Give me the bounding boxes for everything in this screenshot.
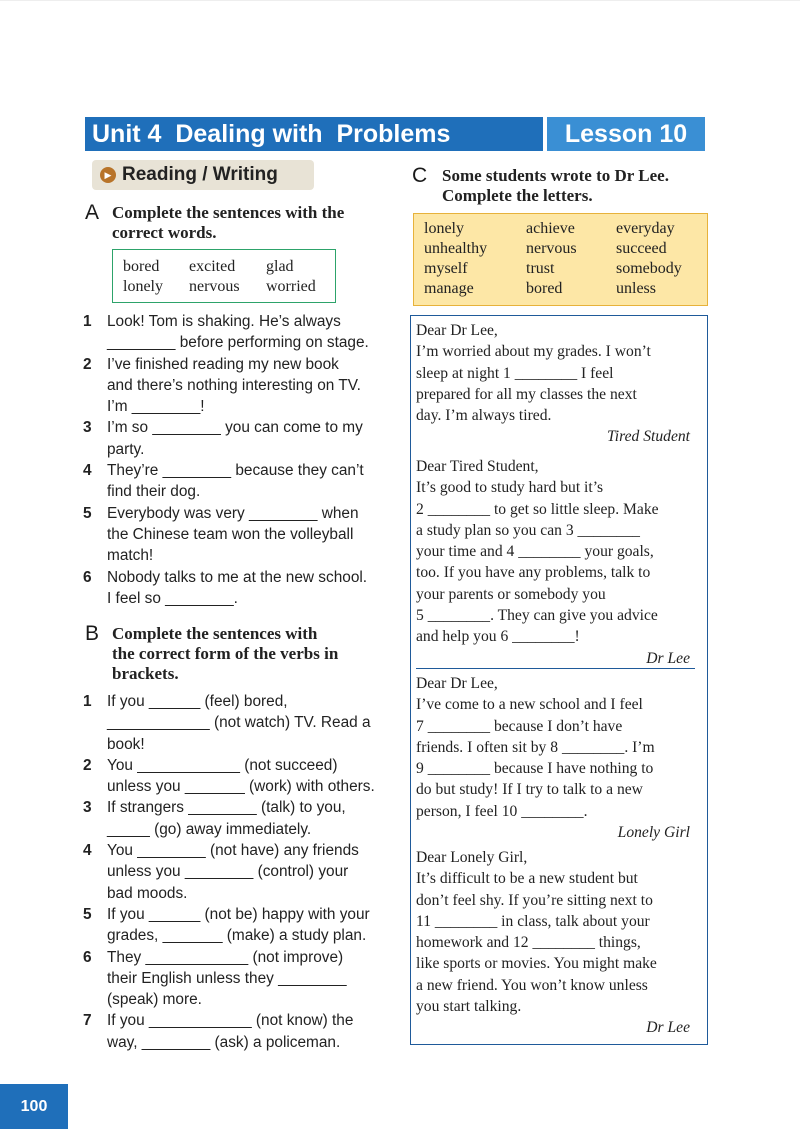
exercise-item <box>83 947 393 1011</box>
letter-line: do but study! If I try to talk to a new <box>416 781 643 799</box>
item-number: 1 <box>83 693 92 710</box>
section-a-instruction-line: correct words. <box>112 223 217 242</box>
pill-label: Reading / Writing <box>122 164 278 185</box>
letter-4 <box>416 847 702 1039</box>
word: achieve <box>526 220 575 237</box>
letter-line: Dear Dr Lee, <box>416 675 498 692</box>
letter-line: friends. I often sit by 8 ________. I’m <box>416 738 655 756</box>
item-number: 6 <box>83 568 92 586</box>
exercise-item <box>83 417 393 460</box>
item-line: bad moods. <box>107 884 188 902</box>
item-number: 6 <box>83 948 92 966</box>
item-line: Everybody was very ________ when <box>107 504 359 522</box>
item-line: the Chinese team won the volleyball <box>107 525 354 543</box>
exercise-item <box>83 691 393 755</box>
letter-line: a new friend. You won’t know unless <box>416 976 648 994</box>
letter-divider <box>416 668 695 669</box>
lesson-title: Lesson 10 <box>547 117 705 151</box>
letter-signature: Tired Student <box>606 428 690 446</box>
item-line: _____ (go) away immediately. <box>107 820 312 838</box>
section-c-instruction-line: Complete the letters. <box>442 186 593 205</box>
item-line: You ____________ (not succeed) <box>107 756 338 774</box>
section-b-instruction-line: the correct form of the verbs in <box>112 644 339 663</box>
letter-2 <box>416 456 702 669</box>
word: trust <box>526 260 555 277</box>
exercise-item <box>83 840 393 904</box>
item-line: I’m ________! <box>107 398 205 416</box>
letter-line: homework and 12 ________ things, <box>416 934 641 952</box>
letter-signature: Dr Lee <box>646 649 690 667</box>
letter-line: too. If you have any problems, talk to <box>416 564 651 582</box>
word: worried <box>266 278 316 295</box>
section-b-instruction <box>112 624 338 684</box>
letter-line: prepared for all my classes the next <box>416 385 637 403</box>
word: bored <box>123 258 160 275</box>
word: somebody <box>616 260 682 277</box>
exercise-item <box>83 460 393 503</box>
letter-line: like sports or movies. You might make <box>416 955 657 973</box>
exercise-item <box>83 1010 393 1053</box>
play-icon: ▶ <box>100 167 116 183</box>
item-line: (speak) more. <box>107 991 202 1009</box>
word: lonely <box>424 220 464 237</box>
letter-line: 11 ________ in class, talk about your <box>416 912 650 930</box>
letter-line: and help you 6 ________! <box>416 628 580 646</box>
word: unhealthy <box>424 240 488 257</box>
item-line: I feel so ________. <box>107 589 238 607</box>
letter-line: I’ve come to a new school and I feel <box>416 696 643 714</box>
exercise-item <box>83 311 393 354</box>
item-line: If you ______ (feel) bored, <box>107 693 288 710</box>
letter-line: Dear Tired Student, <box>416 458 539 475</box>
letter-line: I’m worried about my grades. I won’t <box>416 343 651 361</box>
item-number: 5 <box>83 504 92 522</box>
item-line: If strangers ________ (talk) to you, <box>107 799 346 817</box>
exercise-item <box>83 904 393 947</box>
item-number: 3 <box>83 799 92 817</box>
item-line: book! <box>107 735 145 753</box>
page-edge <box>0 0 800 1</box>
item-number: 2 <box>83 355 92 373</box>
item-line: You ________ (not have) any friends <box>107 842 359 860</box>
letter-line: person, I feel 10 ________. <box>416 802 588 820</box>
section-c-instruction-line: Some students wrote to Dr Lee. <box>442 166 669 185</box>
exercise-item <box>83 503 393 567</box>
letter-line: 9 ________ because I have nothing to <box>416 760 654 778</box>
item-number: 4 <box>83 462 92 480</box>
item-line: I’ve finished reading my new book <box>107 355 339 373</box>
section-c-instruction <box>442 166 669 206</box>
word: succeed <box>616 240 667 257</box>
item-line: If you ______ (not be) happy with your <box>107 905 370 923</box>
letter-line: your time and 4 ________ your goals, <box>416 543 654 561</box>
letter-line: day. I’m always tired. <box>416 407 552 425</box>
item-line: If you ____________ (not know) the <box>107 1012 354 1030</box>
exercise-item <box>83 354 393 418</box>
item-line: way, ________ (ask) a policeman. <box>107 1033 341 1051</box>
item-number: 7 <box>83 1012 92 1030</box>
section-a-letter: A <box>85 201 100 224</box>
unit-title: Unit 4 Dealing with Problems <box>85 117 543 151</box>
word: nervous <box>189 278 240 295</box>
section-a-word-box <box>112 249 336 303</box>
section-c-letter: C <box>412 164 428 187</box>
item-line: ________ before performing on stage. <box>107 334 369 352</box>
item-line: Look! Tom is shaking. He’s always <box>107 313 341 330</box>
item-number: 4 <box>83 842 92 860</box>
reading-writing-pill <box>92 160 314 190</box>
page-number: 100 <box>0 1084 68 1129</box>
letter-line: don’t feel shy. If you’re sitting next to <box>416 891 653 909</box>
word: everyday <box>616 220 675 237</box>
letter-line: a study plan so you can 3 ________ <box>416 521 640 539</box>
item-line: match! <box>107 547 154 565</box>
letter-3 <box>416 673 702 843</box>
section-c-word-box <box>413 213 708 306</box>
word: manage <box>424 280 474 297</box>
section-b-letter: B <box>85 622 100 645</box>
section-b-instruction-line: brackets. <box>112 664 179 683</box>
word: unless <box>616 280 656 297</box>
letter-line: you start talking. <box>416 998 522 1016</box>
word: bored <box>526 280 563 297</box>
item-line: their English unless they ________ <box>107 969 347 987</box>
letters-box <box>410 315 708 1045</box>
item-number: 1 <box>83 313 92 330</box>
item-line: unless you _______ (work) with others. <box>107 778 375 796</box>
word: nervous <box>526 240 577 257</box>
item-line: I’m so ________ you can come to my <box>107 419 363 437</box>
letter-line: your parents or somebody you <box>416 585 606 603</box>
letter-line: It’s good to study hard but it’s <box>416 479 604 497</box>
section-a-instruction <box>112 203 344 243</box>
letter-1 <box>416 320 702 448</box>
exercise-item <box>83 797 393 840</box>
word: excited <box>189 258 236 275</box>
letter-line: Dear Dr Lee, <box>416 322 498 339</box>
item-line: Nobody talks to me at the new school. <box>107 568 368 586</box>
exercise-item <box>83 567 393 610</box>
item-number: 3 <box>83 419 92 437</box>
item-line: unless you ________ (control) your <box>107 863 349 881</box>
item-number: 2 <box>83 756 92 774</box>
letter-signature: Dr Lee <box>646 1019 690 1037</box>
item-line: They ____________ (not improve) <box>107 948 344 966</box>
section-a-items <box>83 311 393 609</box>
letter-line: 2 ________ to get so little sleep. Make <box>416 500 659 518</box>
item-line: and there’s nothing interesting on TV. <box>107 376 361 394</box>
unit-header <box>85 117 705 151</box>
letter-line: sleep at night 1 ________ I feel <box>416 364 614 382</box>
word: glad <box>266 258 294 275</box>
section-a-instruction-line: Complete the sentences with the <box>112 203 345 222</box>
letter-line: 7 ________ because I don’t have <box>416 717 623 735</box>
section-b-instruction-line: Complete the sentences with <box>112 624 318 643</box>
item-line: ____________ (not watch) TV. Read a <box>107 714 371 732</box>
item-number: 5 <box>83 905 92 923</box>
item-line: grades, _______ (make) a study plan. <box>107 927 367 945</box>
word: myself <box>424 260 468 277</box>
letter-signature: Lonely Girl <box>617 824 690 842</box>
item-line: They’re ________ because they can’t <box>107 462 364 480</box>
item-line: find their dog. <box>107 483 201 501</box>
letter-line: It’s difficult to be a new student but <box>416 870 638 888</box>
exercise-item <box>83 755 393 798</box>
letter-line: Dear Lonely Girl, <box>416 849 528 866</box>
section-b-items <box>83 691 393 1053</box>
letter-line: 5 ________. They can give you advice <box>416 607 658 625</box>
item-line: party. <box>107 440 145 458</box>
word: lonely <box>123 278 163 295</box>
